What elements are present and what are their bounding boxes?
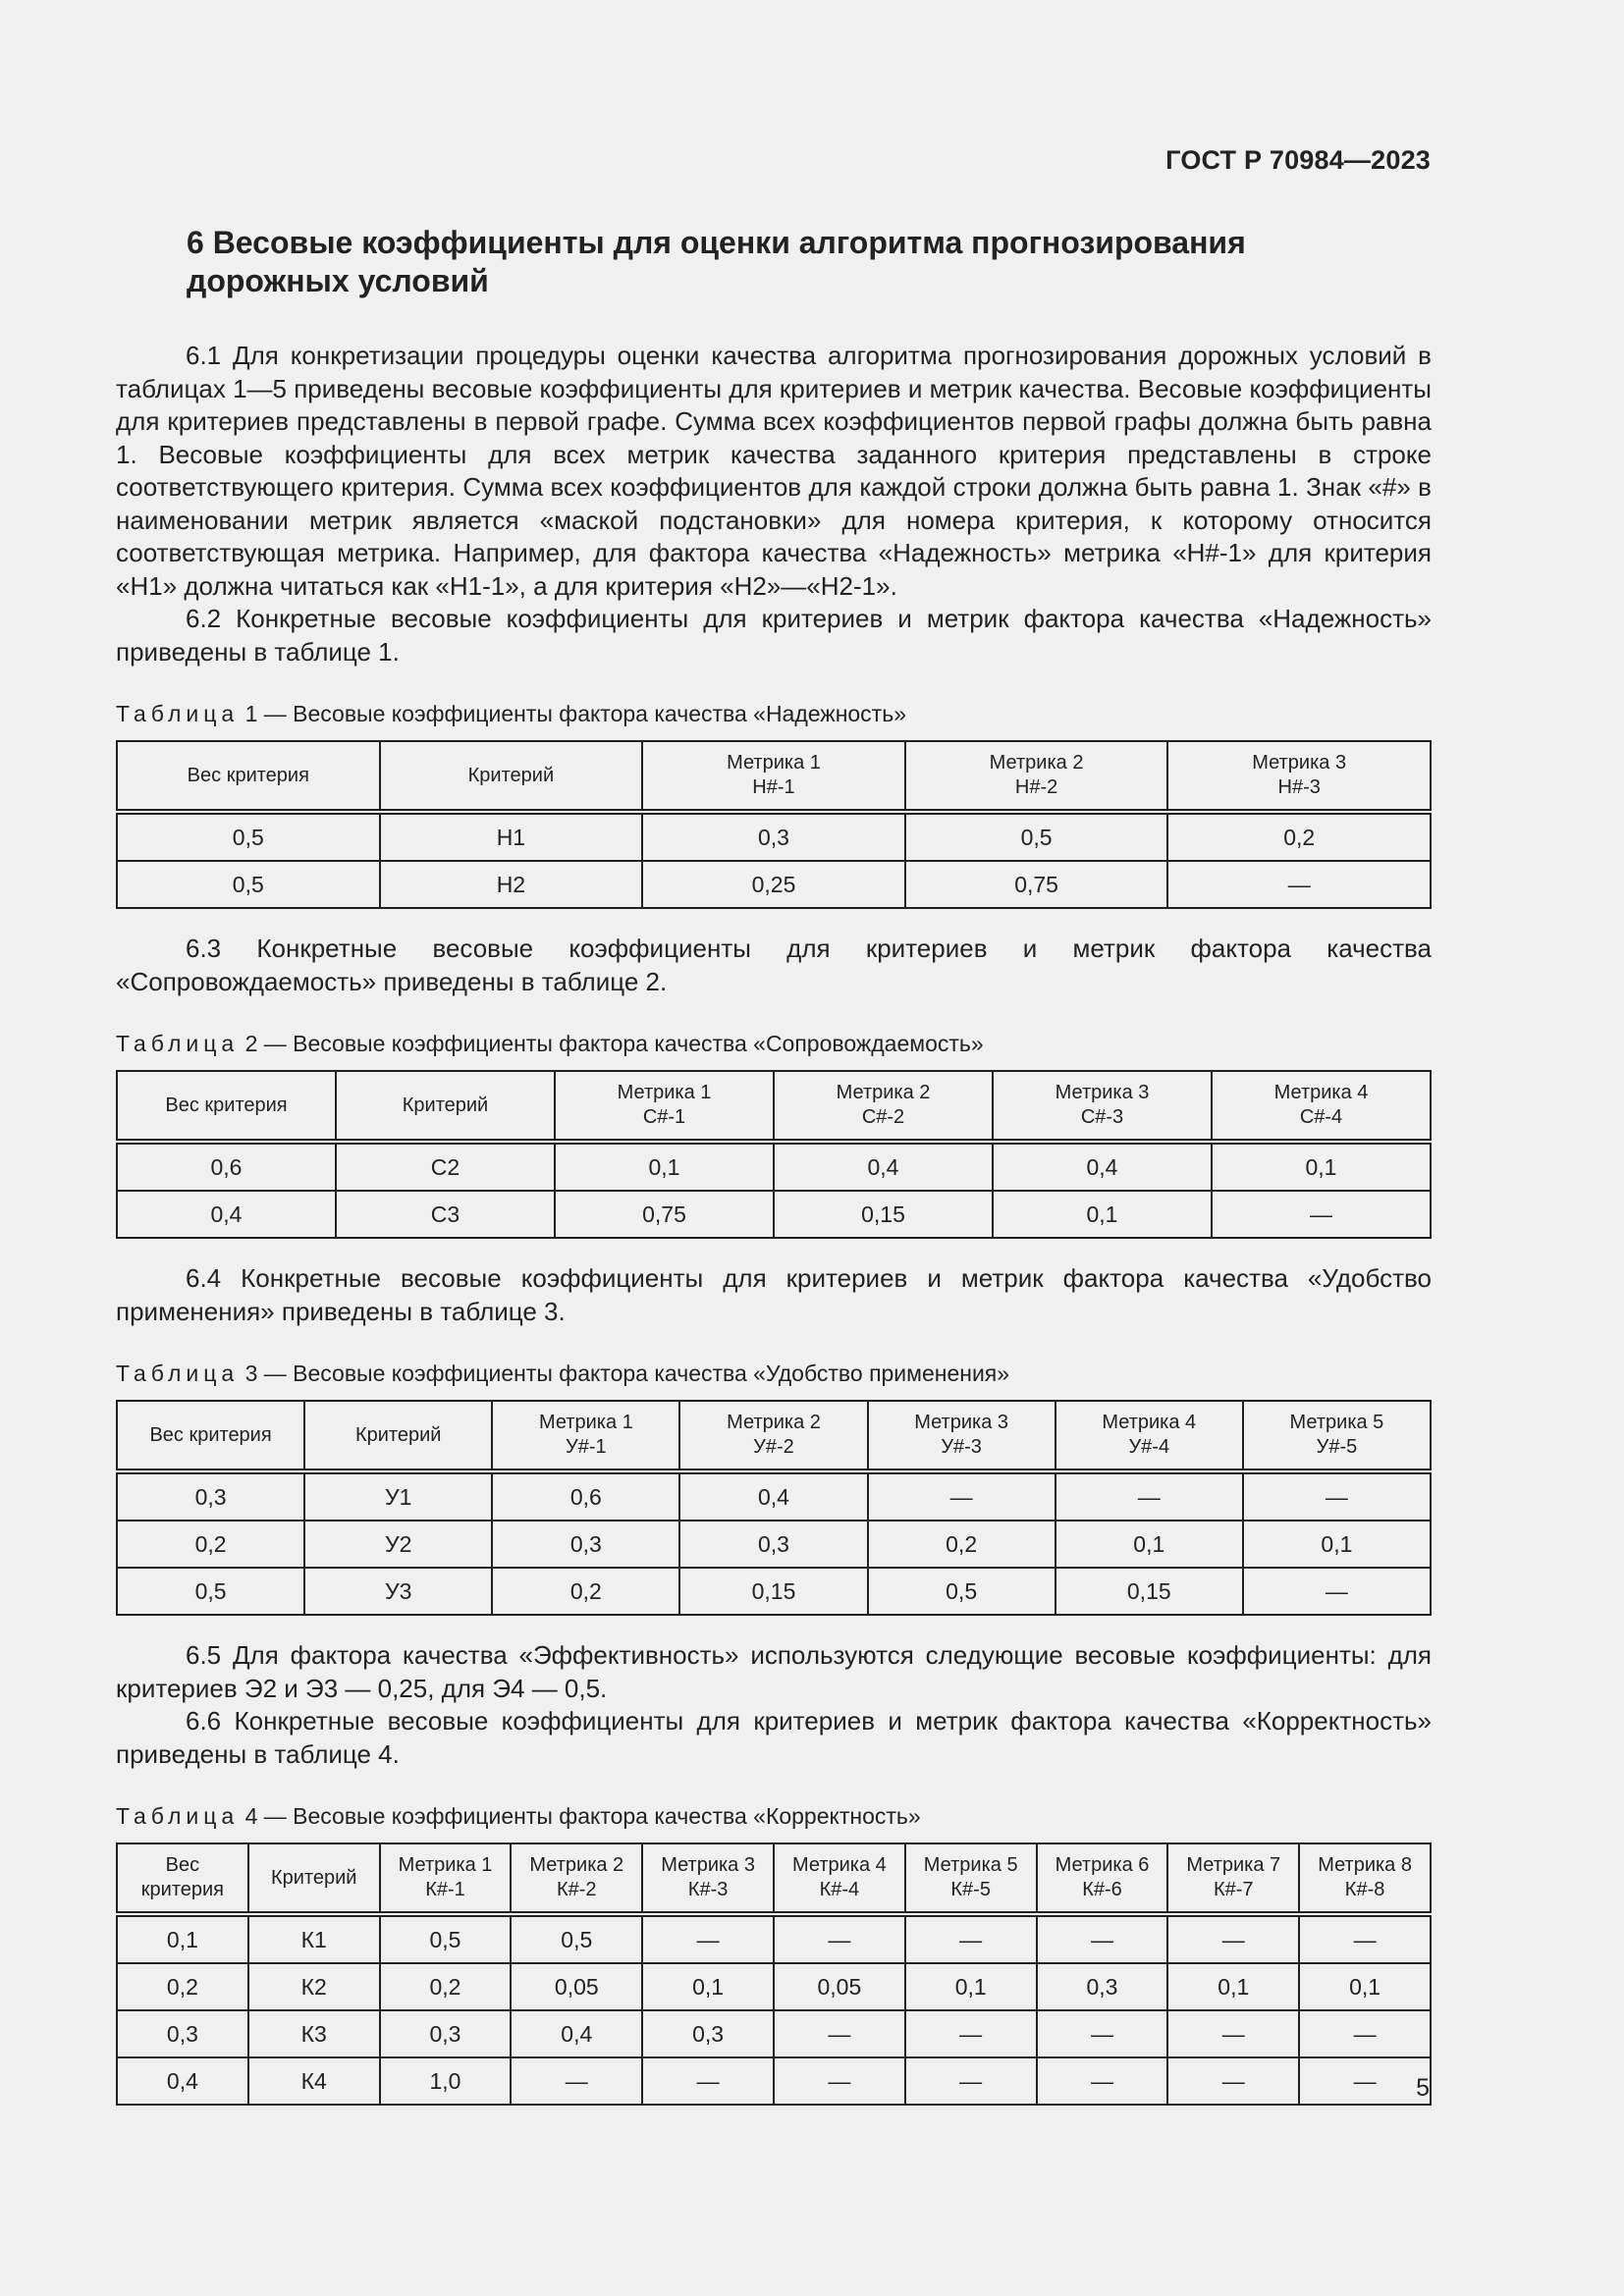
- section-title: 6 Весовые коэффициенты для оценки алгоритма прогнозирования дорожных условий: [187, 225, 1246, 298]
- table-cell: 0,5: [117, 861, 380, 908]
- table-cell: 0,5: [868, 1568, 1056, 1615]
- table-cell: 0,1: [117, 1914, 248, 1963]
- column-header: Метрика 2 Н#-2: [905, 741, 1168, 812]
- table-header-row: [117, 741, 1431, 812]
- table-cell: 0,2: [117, 1963, 248, 2010]
- table-row: [117, 1142, 1431, 1191]
- table-cell: —: [905, 2057, 1037, 2105]
- column-header: Вес критерия: [117, 741, 380, 812]
- table-cell: 0,1: [555, 1142, 774, 1191]
- table-cell: 0,4: [117, 1191, 336, 1238]
- table-cell: 0,15: [679, 1568, 867, 1615]
- table-cell: 0,2: [868, 1521, 1056, 1568]
- table-cell: 0,05: [774, 1963, 905, 2010]
- column-header: Метрика 3 С#-3: [993, 1071, 1212, 1142]
- table-header-row: [117, 1401, 1431, 1471]
- page-number: 5: [1416, 2074, 1430, 2102]
- table-cell: 0,3: [380, 2010, 512, 2057]
- table-cell: 0,3: [117, 2010, 248, 2057]
- table-cell: —: [642, 2057, 774, 2105]
- table-2-caption-text: 2 — Весовые коэффициенты фактора качества «Сопровождаемость»: [244, 1031, 984, 1056]
- table-2: [116, 1070, 1432, 1239]
- table-cell: 0,2: [1167, 812, 1431, 861]
- table-cell: —: [905, 1914, 1037, 1963]
- table-cell: К4: [248, 2057, 380, 2105]
- table-cell: —: [905, 2010, 1037, 2057]
- table-3-caption: [116, 1360, 1432, 1387]
- table-cell: 0,6: [117, 1142, 336, 1191]
- table-cell: 0,1: [1212, 1142, 1431, 1191]
- table-cell: —: [1167, 2057, 1299, 2105]
- table-cell: 0,05: [511, 1963, 642, 2010]
- table-cell: 0,1: [1056, 1521, 1243, 1568]
- column-header: Метрика 5 К#-5: [905, 1843, 1037, 1914]
- table-4-caption: [116, 1802, 1432, 1830]
- table-header-row: [117, 1843, 1431, 1914]
- table-row: [117, 1568, 1431, 1615]
- column-header: Вес критерия: [117, 1071, 336, 1142]
- table-cell: 0,6: [492, 1471, 679, 1521]
- table-cell: —: [1299, 2057, 1431, 2105]
- table-cell: 0,3: [642, 812, 905, 861]
- column-header: Метрика 2 С#-2: [774, 1071, 993, 1142]
- table-cell: 0,3: [679, 1521, 867, 1568]
- table-cell: У3: [304, 1568, 492, 1615]
- column-header: Метрика 6 К#-6: [1037, 1843, 1168, 1914]
- table-2-caption-word: Таблица: [116, 1031, 240, 1056]
- page-content: [116, 224, 1432, 2129]
- column-header: Критерий: [336, 1071, 555, 1142]
- table-cell: —: [1167, 861, 1431, 908]
- table-cell: С3: [336, 1191, 555, 1238]
- table-1-caption-word: Таблица: [116, 701, 240, 726]
- column-header: Метрика 4 С#-4: [1212, 1071, 1431, 1142]
- table-3-caption-word: Таблица: [116, 1361, 240, 1386]
- table-cell: 0,2: [380, 1963, 512, 2010]
- table-cell: 0,4: [511, 2010, 642, 2057]
- table-cell: 0,1: [1299, 1963, 1431, 2010]
- paragraph-6-1: 6.1 Для конкретизации процедуры оценки качества алгоритма прогнозирования дорожных условий в таблицах 1—5 приведены весовые коэффициенты для критериев и метрик качества. Весовые коэффициенты для критериев представлены в первой графе. Сумма всех коэффициентов первой графы должна быть равна 1. Весовые коэффициенты для всех метрик качества заданного критерия представлены в строке соответствующего критерия. Сумма всех коэффициентов для каждой строки должна быть равна 1. Знак «#» в наименовании метрик является «маской подстановки» для номера критерия, к которому относится соответствующая метрика. Например, для фактора качества «Надежность» метрика «Н#-1» для критерия «Н1» должна читаться как «Н1-1», а для критерия «Н2»—«Н2-1».: [116, 341, 1432, 601]
- column-header: Критерий: [380, 741, 643, 812]
- table-cell: —: [1056, 1471, 1243, 1521]
- table-1-caption: [116, 700, 1432, 727]
- table-cell: 0,3: [642, 2010, 774, 2057]
- table-row: [117, 1914, 1431, 1963]
- table-cell: 0,75: [555, 1191, 774, 1238]
- table-cell: —: [774, 2010, 905, 2057]
- table-cell: С2: [336, 1142, 555, 1191]
- table-cell: —: [1167, 2010, 1299, 2057]
- table-cell: 0,1: [642, 1963, 774, 2010]
- table-cell: 0,2: [492, 1568, 679, 1615]
- column-header: Вес критерия: [117, 1401, 304, 1471]
- table-1: [116, 740, 1432, 909]
- table-cell: —: [774, 2057, 905, 2105]
- paragraph-6-2: 6.2 Конкретные весовые коэффициенты для критериев и метрик фактора качества «Надежность» приведены в таблице 1.: [116, 604, 1432, 667]
- document-code: ГОСТ Р 70984—2023: [1165, 145, 1431, 175]
- table-cell: Н1: [380, 812, 643, 861]
- column-header: Метрика 1 С#-1: [555, 1071, 774, 1142]
- table-cell: —: [642, 1914, 774, 1963]
- table-cell: 0,5: [117, 812, 380, 861]
- table-cell: —: [868, 1471, 1056, 1521]
- table-cell: У1: [304, 1471, 492, 1521]
- paragraph-6-4: 6.4 Конкретные весовые коэффициенты для критериев и метрик фактора качества «Удобство применения» приведены в таблице 3.: [116, 1263, 1432, 1326]
- table-cell: 0,4: [679, 1471, 867, 1521]
- table-3: [116, 1400, 1432, 1616]
- table-cell: 0,5: [380, 1914, 512, 1963]
- table-row: [117, 1471, 1431, 1521]
- table-cell: 0,15: [1056, 1568, 1243, 1615]
- column-header: Метрика 1 К#-1: [380, 1843, 512, 1914]
- column-header: Метрика 1 У#-1: [492, 1401, 679, 1471]
- table-row: [117, 2010, 1431, 2057]
- table-cell: 0,3: [492, 1521, 679, 1568]
- column-header: Метрика 3 К#-3: [642, 1843, 774, 1914]
- table-cell: —: [1037, 2010, 1168, 2057]
- table-cell: —: [1037, 2057, 1168, 2105]
- column-header: Метрика 4 У#-4: [1056, 1401, 1243, 1471]
- table-cell: —: [1243, 1471, 1431, 1521]
- column-header: Метрика 7 К#-7: [1167, 1843, 1299, 1914]
- table-row: [117, 2057, 1431, 2105]
- table-header-row: [117, 1071, 1431, 1142]
- table-cell: 0,1: [1167, 1963, 1299, 2010]
- table-cell: К2: [248, 1963, 380, 2010]
- table-cell: —: [1037, 1914, 1168, 1963]
- table-cell: 0,5: [905, 812, 1168, 861]
- table-cell: —: [1167, 1914, 1299, 1963]
- column-header: Критерий: [304, 1401, 492, 1471]
- table-cell: —: [1299, 2010, 1431, 2057]
- table-3-caption-text: 3 — Весовые коэффициенты фактора качества «Удобство применения»: [244, 1361, 1010, 1386]
- table-cell: —: [774, 1914, 905, 1963]
- table-cell: 0,3: [1037, 1963, 1168, 2010]
- column-header: Метрика 5 У#-5: [1243, 1401, 1431, 1471]
- table-4-caption-text: 4 — Весовые коэффициенты фактора качества «Корректность»: [244, 1803, 921, 1829]
- table-cell: —: [1299, 1914, 1431, 1963]
- column-header: Метрика 8 К#-8: [1299, 1843, 1431, 1914]
- table-row: [117, 1521, 1431, 1568]
- table-cell: —: [511, 2057, 642, 2105]
- table-cell: 0,1: [905, 1963, 1037, 2010]
- paragraph-6-3: 6.3 Конкретные весовые коэффициенты для критериев и метрик фактора качества «Сопровождаемость» приведены в таблице 2.: [116, 934, 1432, 996]
- table-cell: 0,15: [774, 1191, 993, 1238]
- table-cell: 0,2: [117, 1521, 304, 1568]
- table-cell: К3: [248, 2010, 380, 2057]
- table-cell: У2: [304, 1521, 492, 1568]
- table-cell: Н2: [380, 861, 643, 908]
- column-header: Метрика 2 К#-2: [511, 1843, 642, 1914]
- table-cell: К1: [248, 1914, 380, 1963]
- paragraph-6-5: 6.5 Для фактора качества «Эффективность» используются следующие весовые коэффициенты: для критериев Э2 и Э3 — 0,25, для Э4 — 0,5.: [116, 1640, 1432, 1703]
- table-cell: 0,5: [511, 1914, 642, 1963]
- table-cell: 0,25: [642, 861, 905, 908]
- table-4: [116, 1842, 1432, 2106]
- paragraph-6-6: 6.6 Конкретные весовые коэффициенты для критериев и метрик фактора качества «Корректность» приведены в таблице 4.: [116, 1706, 1432, 1769]
- column-header: Метрика 3 У#-3: [868, 1401, 1056, 1471]
- table-cell: 0,5: [117, 1568, 304, 1615]
- column-header: Метрика 4 К#-4: [774, 1843, 905, 1914]
- table-row: [117, 1191, 1431, 1238]
- column-header: Метрика 1 Н#-1: [642, 741, 905, 812]
- table-4-caption-word: Таблица: [116, 1803, 240, 1829]
- table-row: [117, 1963, 1431, 2010]
- table-cell: —: [1243, 1568, 1431, 1615]
- table-cell: 0,4: [993, 1142, 1212, 1191]
- table-cell: —: [1212, 1191, 1431, 1238]
- table-1-caption-text: 1 — Весовые коэффициенты фактора качества «Надежность»: [244, 701, 906, 726]
- table-cell: 0,3: [117, 1471, 304, 1521]
- table-cell: 0,4: [117, 2057, 248, 2105]
- table-2-caption: [116, 1030, 1432, 1057]
- table-row: [117, 812, 1431, 861]
- table-row: [117, 861, 1431, 908]
- table-cell: 1,0: [380, 2057, 512, 2105]
- table-cell: 0,1: [1243, 1521, 1431, 1568]
- table-cell: 0,1: [993, 1191, 1212, 1238]
- column-header: Метрика 3 Н#-3: [1167, 741, 1431, 812]
- column-header: Вес критерия: [117, 1843, 248, 1914]
- table-cell: 0,75: [905, 861, 1168, 908]
- column-header: Метрика 2 У#-2: [679, 1401, 867, 1471]
- column-header: Критерий: [248, 1843, 380, 1914]
- table-cell: 0,4: [774, 1142, 993, 1191]
